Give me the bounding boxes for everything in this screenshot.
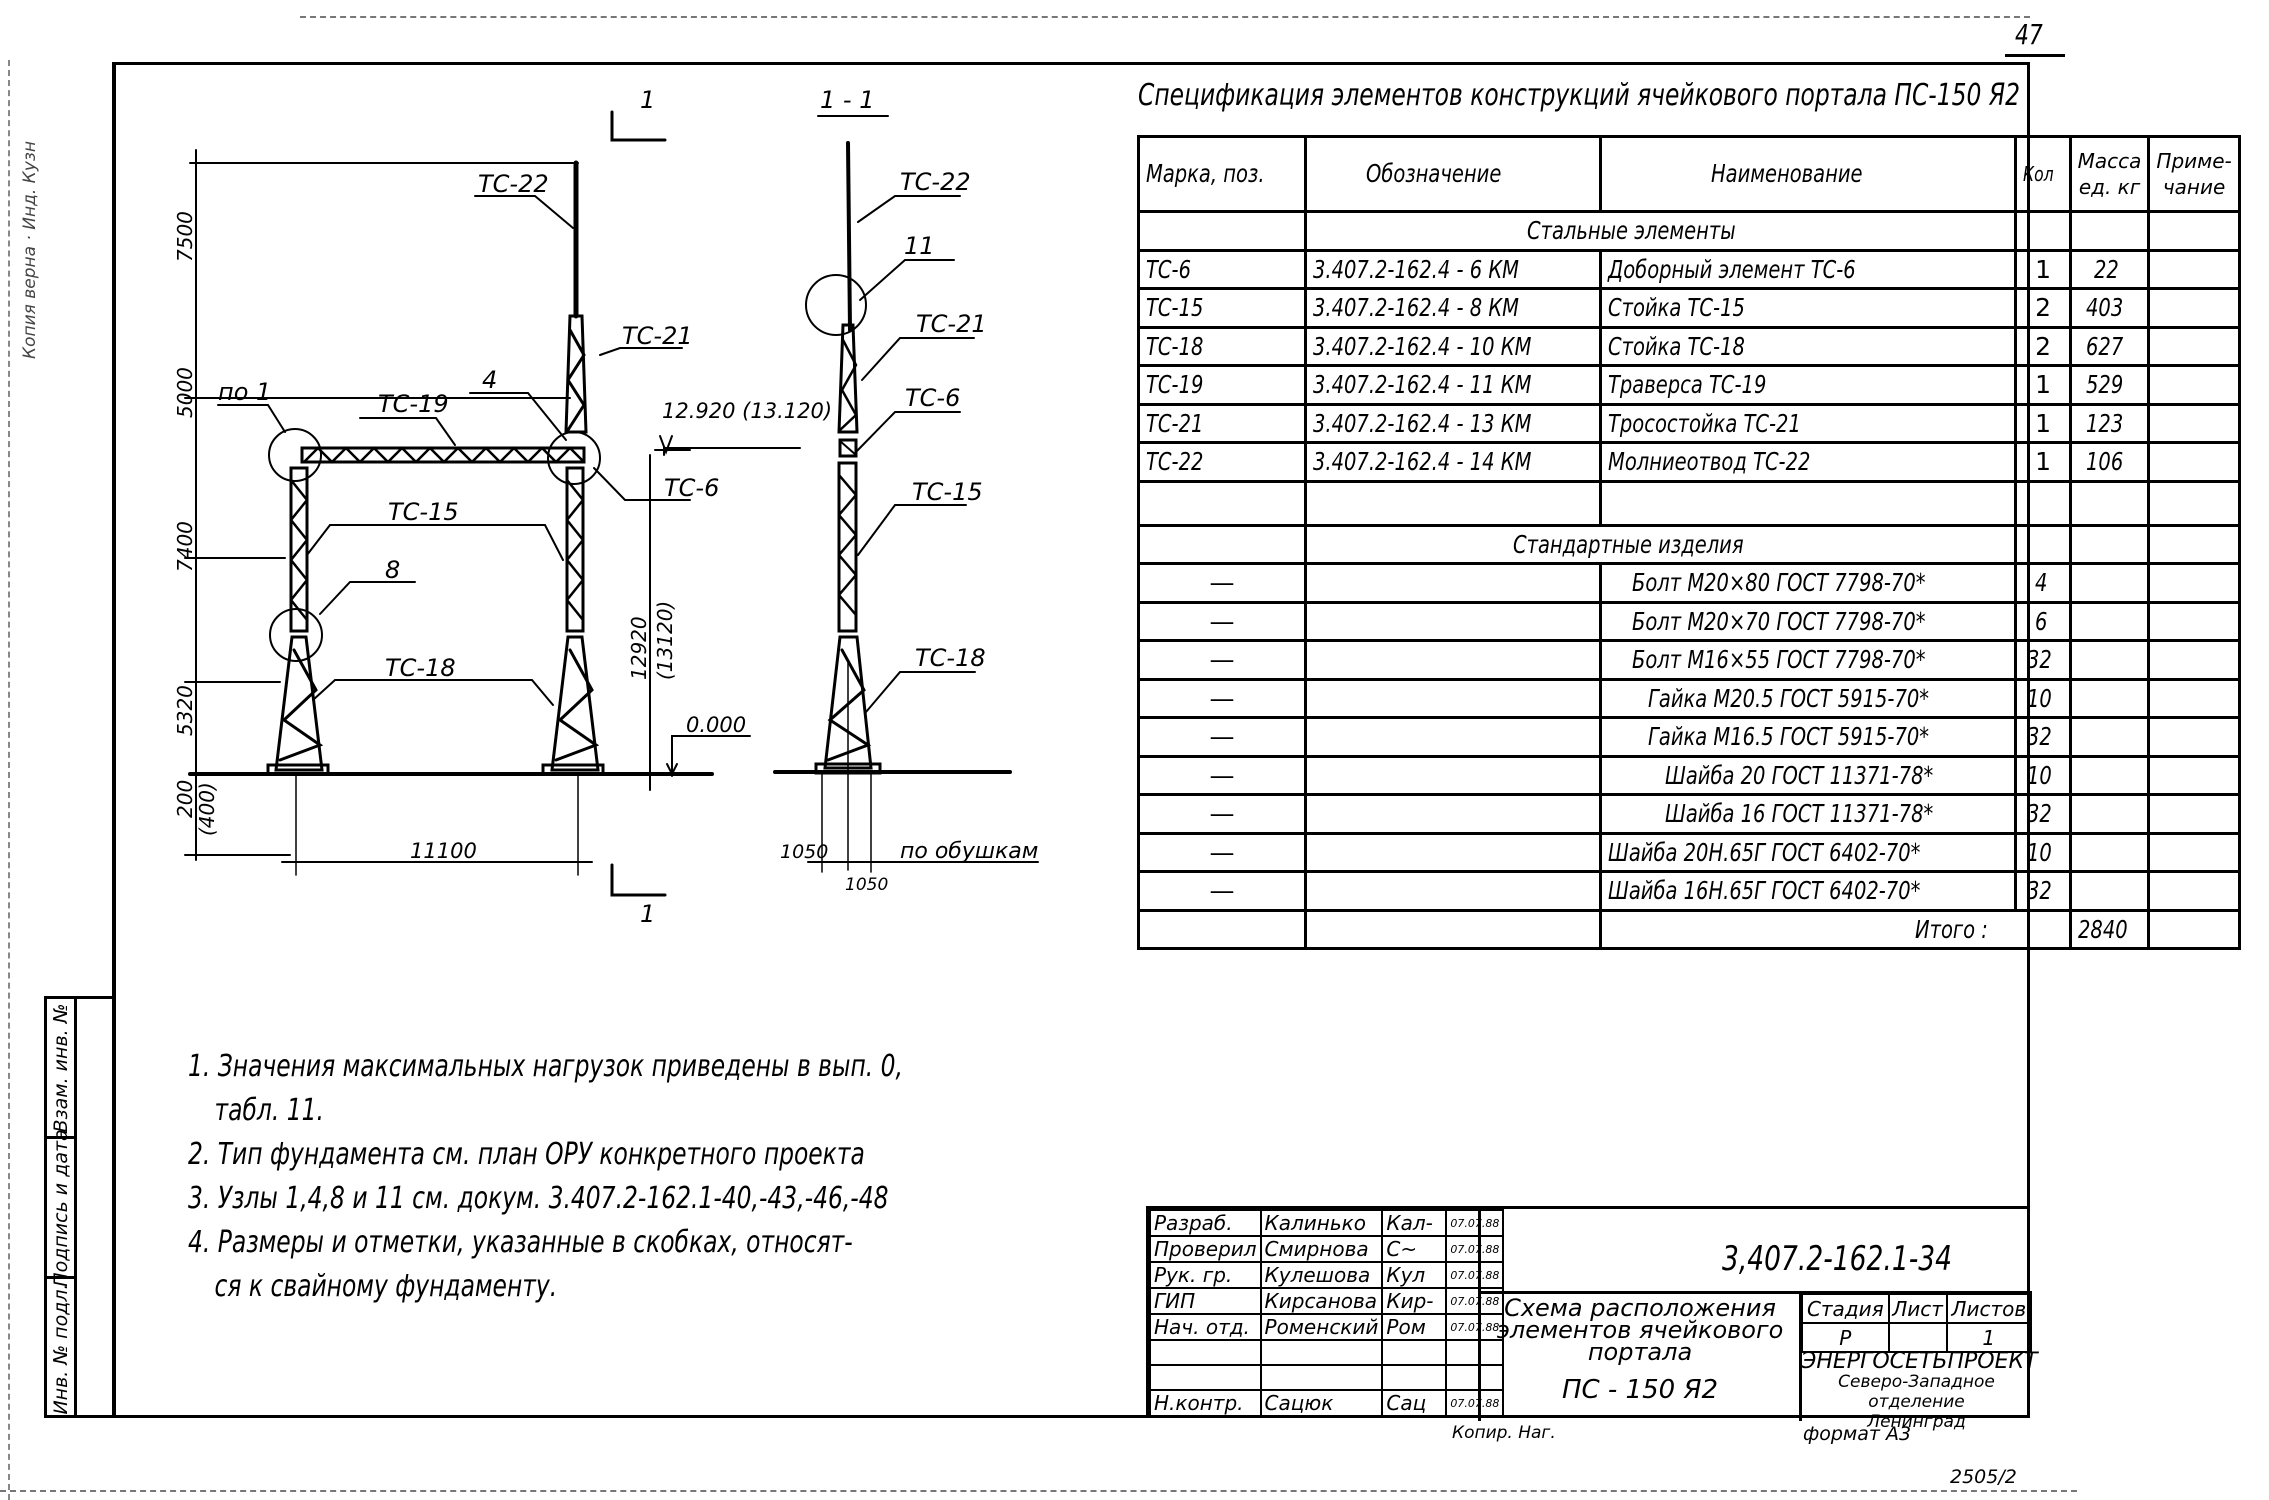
total-label: Итого : bbox=[1915, 914, 1989, 944]
signer-row-empty bbox=[1150, 1365, 1503, 1390]
elevation-top-label: 12.920 (13.120) bbox=[662, 399, 833, 423]
table-row: — Шайба 20Н.65Г ГОСТ 6402-70* 10 bbox=[1139, 833, 2240, 872]
table-row: ТС-22 3.407.2-162.4 - 14 КМ Молниеотвод ТС-22 1 106 bbox=[1139, 443, 2240, 482]
signer-row-empty bbox=[1150, 1340, 1503, 1365]
table-row: — Гайка М16.5 ГОСТ 5915-70* 32 bbox=[1139, 718, 2240, 757]
dim-5000: 5000 bbox=[173, 367, 197, 418]
section-row-standard bbox=[1139, 525, 2240, 564]
organization bbox=[1801, 1349, 2038, 1432]
dim-12920: 12920 bbox=[627, 616, 651, 680]
node-circle-4 bbox=[548, 432, 600, 484]
label-tc6: ТС-6 bbox=[664, 474, 720, 502]
table-row: — Болт М16×55 ГОСТ 7798-70* 32 bbox=[1139, 641, 2240, 680]
label-node-po1: по 1 bbox=[218, 378, 272, 406]
signer-row: Проверил Смирнова С~ 07.07.88 bbox=[1150, 1236, 1503, 1262]
sheet-format: формат А3 bbox=[1803, 1423, 1912, 1445]
table-row: ТС-21 3.407.2-162.4 - 13 КМ Тросостойка ТС-21 1 123 bbox=[1139, 404, 2240, 443]
table-row-empty bbox=[1139, 481, 2240, 525]
section-title: 1 - 1 bbox=[820, 86, 875, 114]
section-label-tc21: ТС-21 bbox=[916, 310, 987, 338]
signer-row: Рук. гр. Кулешова Кул 07.07.88 bbox=[1150, 1262, 1503, 1288]
section-label-tc22: ТС-22 bbox=[900, 168, 971, 196]
spec-title: Спецификация элементов конструкций ячейкового портала ПС-150 Я2 bbox=[1138, 78, 2021, 113]
section-standard-label: Стандартные изделия bbox=[1512, 529, 1744, 559]
sheet-header: Лист bbox=[1889, 1294, 1947, 1323]
signer-row: Разраб. Калинько Кал- 07.07.88 bbox=[1150, 1210, 1503, 1236]
sheet-number-bottom: 2505/2 bbox=[1950, 1466, 2017, 1488]
dim-7500: 7500 bbox=[173, 211, 197, 262]
node-circle-1 bbox=[269, 429, 321, 481]
label-node8: 8 bbox=[385, 556, 401, 584]
side-stamp-label: Подпись и дата bbox=[49, 1128, 72, 1287]
label-tc21: ТС-21 bbox=[622, 322, 693, 350]
table-row: ТС-19 3.407.2-162.4 - 11 КМ Траверса ТС-19 1 529 bbox=[1139, 366, 2240, 405]
label-tc22: ТС-22 bbox=[478, 170, 549, 198]
side-copy-text: Копия верна · Инд. Кузн bbox=[20, 141, 40, 359]
dim-5320: 5320 bbox=[173, 685, 197, 736]
table-row: — Гайка М20.5 ГОСТ 5915-70* 10 bbox=[1139, 679, 2240, 718]
elevation-zero-label: 0.000 bbox=[686, 713, 747, 737]
note-1: 1. Значения максимальных нагрузок приведены в вып. 0, bbox=[188, 1049, 903, 1084]
table-row: ТС-18 3.407.2-162.4 - 10 КМ Стойка ТС-18 2 627 bbox=[1139, 327, 2240, 366]
stage-table bbox=[1801, 1293, 2032, 1353]
spec-table bbox=[1137, 135, 2241, 950]
total-row bbox=[1139, 910, 2240, 949]
sheet-number-top: 47 bbox=[2015, 18, 2043, 51]
table-row: — Болт М20×70 ГОСТ 7798-70* 6 bbox=[1139, 602, 2240, 641]
header-mark: Марка, поз. bbox=[1139, 137, 1306, 212]
portal-drawing bbox=[0, 0, 1130, 928]
side-stamp-cell-inv bbox=[47, 1279, 77, 1418]
dim-11100: 11100 bbox=[410, 839, 477, 863]
signer-row: Н.контр. Сацюк Сац 07.07.88 bbox=[1150, 1390, 1503, 1416]
section-marker-bottom: 1 bbox=[640, 900, 656, 928]
title-block bbox=[1146, 1206, 2038, 1432]
section-lightning-rod bbox=[848, 143, 850, 330]
label-node4: 4 bbox=[482, 366, 498, 394]
header-note: Приме- чание bbox=[2149, 137, 2239, 212]
dim-1050-a: 1050 bbox=[780, 841, 829, 863]
signer-row: Нач. отд. Роменский Ром 07.07.88 bbox=[1150, 1314, 1503, 1340]
section-marker-top: 1 bbox=[640, 86, 656, 114]
side-stamp-cell-sign bbox=[47, 1128, 77, 1287]
sheets-value: 1 bbox=[1947, 1323, 2031, 1352]
note-2: 2. Тип фундамента см. план ОРУ конкретного проекта bbox=[188, 1137, 865, 1172]
table-row: ТС-15 3.407.2-162.4 - 8 КМ Стойка ТС-15 2 403 bbox=[1139, 289, 2240, 328]
org-city: Ленинград bbox=[1867, 1412, 1966, 1432]
note-4: 4. Размеры и отметки, указанные в скобках, относят- bbox=[188, 1225, 853, 1260]
stage-header: Стадия bbox=[1802, 1294, 1889, 1323]
table-row: ТС-6 3.407.2-162.4 - 6 КМ Доборный элемент ТС-6 1 22 bbox=[1139, 250, 2240, 289]
drawing-code: ПС - 150 Я2 bbox=[1561, 1375, 1719, 1405]
dim-po-obushkam: по обушкам bbox=[900, 839, 1039, 864]
side-stamp bbox=[44, 996, 114, 1418]
sheets-header: Листов bbox=[1947, 1294, 2031, 1323]
note-1-cont: табл. 11. bbox=[214, 1093, 324, 1128]
sheet-value bbox=[1889, 1323, 1947, 1352]
total-value: 2840 bbox=[2077, 914, 2128, 944]
table-row: — Шайба 16 ГОСТ 11371-78* 32 bbox=[1139, 795, 2240, 834]
side-stamp-label: Инв. № подл. bbox=[49, 1282, 72, 1415]
dim-7400: 7400 bbox=[173, 521, 197, 572]
section-label-tc6: ТС-6 bbox=[905, 384, 961, 412]
table-row: — Шайба 20 ГОСТ 11371-78* 10 bbox=[1139, 756, 2240, 795]
dim-1050-b: 1050 bbox=[845, 875, 889, 895]
label-node11: 11 bbox=[904, 232, 935, 260]
dim-13120: (13120) bbox=[653, 600, 677, 680]
header-qty: Кол bbox=[2016, 137, 2070, 212]
label-tc19: ТС-19 bbox=[378, 390, 449, 418]
section-label-tc15: ТС-15 bbox=[912, 478, 983, 506]
dim-400: (400) bbox=[195, 782, 219, 836]
note-4-cont: ся к свайному фундаменту. bbox=[214, 1269, 558, 1304]
drawing-name bbox=[1481, 1294, 1799, 1405]
sheet-corner-number bbox=[2005, 14, 2065, 57]
spec-header-row bbox=[1139, 137, 2240, 212]
table-row: — Болт М20×80 ГОСТ 7798-70* 4 bbox=[1139, 564, 2240, 603]
signer-row: ГИП Кирсанова Кир- 07.07.88 bbox=[1150, 1288, 1503, 1314]
header-name: Наименование bbox=[1600, 137, 2015, 212]
section-label-tc18: ТС-18 bbox=[915, 644, 986, 672]
node-circle-11 bbox=[806, 275, 866, 335]
section-steel-label: Стальные элементы bbox=[1526, 216, 1736, 246]
label-tc18: ТС-18 bbox=[385, 654, 456, 682]
org-division: Северо-Западное отделение bbox=[1838, 1372, 1995, 1412]
stage-value: Р bbox=[1802, 1323, 1889, 1352]
side-stamp-cell-replace bbox=[47, 999, 77, 1139]
table-row: — Шайба 16Н.65Г ГОСТ 6402-70* 32 bbox=[1139, 872, 2240, 911]
sheet-bottom-trim-line bbox=[0, 1490, 2077, 1492]
notes bbox=[188, 1045, 1105, 1309]
side-stamp-label: Взам. инв. № bbox=[49, 1002, 72, 1133]
header-mass: Масса ед. кг bbox=[2070, 137, 2149, 212]
document-code: 3,407.2-162.1-34 bbox=[1722, 1239, 1953, 1279]
copied-by: Копир. Наг. bbox=[1452, 1423, 1556, 1443]
dim-200: 200 bbox=[173, 779, 197, 818]
label-tc15: ТС-15 bbox=[388, 498, 459, 526]
header-designation: Обозначение bbox=[1305, 137, 1600, 212]
signers-table bbox=[1149, 1209, 1504, 1417]
drawing-name-text: Схема расположения элементов ячейкового портала bbox=[1496, 1294, 1784, 1366]
note-3: 3. Узлы 1,4,8 и 11 см. докум. 3.407.2-162.1-40,-43,-46,-48 bbox=[188, 1181, 889, 1216]
section-row-steel bbox=[1139, 212, 2240, 251]
org-name: ЭНЕРГОСЕТЬПРОЕКТ bbox=[1801, 1349, 2038, 1374]
